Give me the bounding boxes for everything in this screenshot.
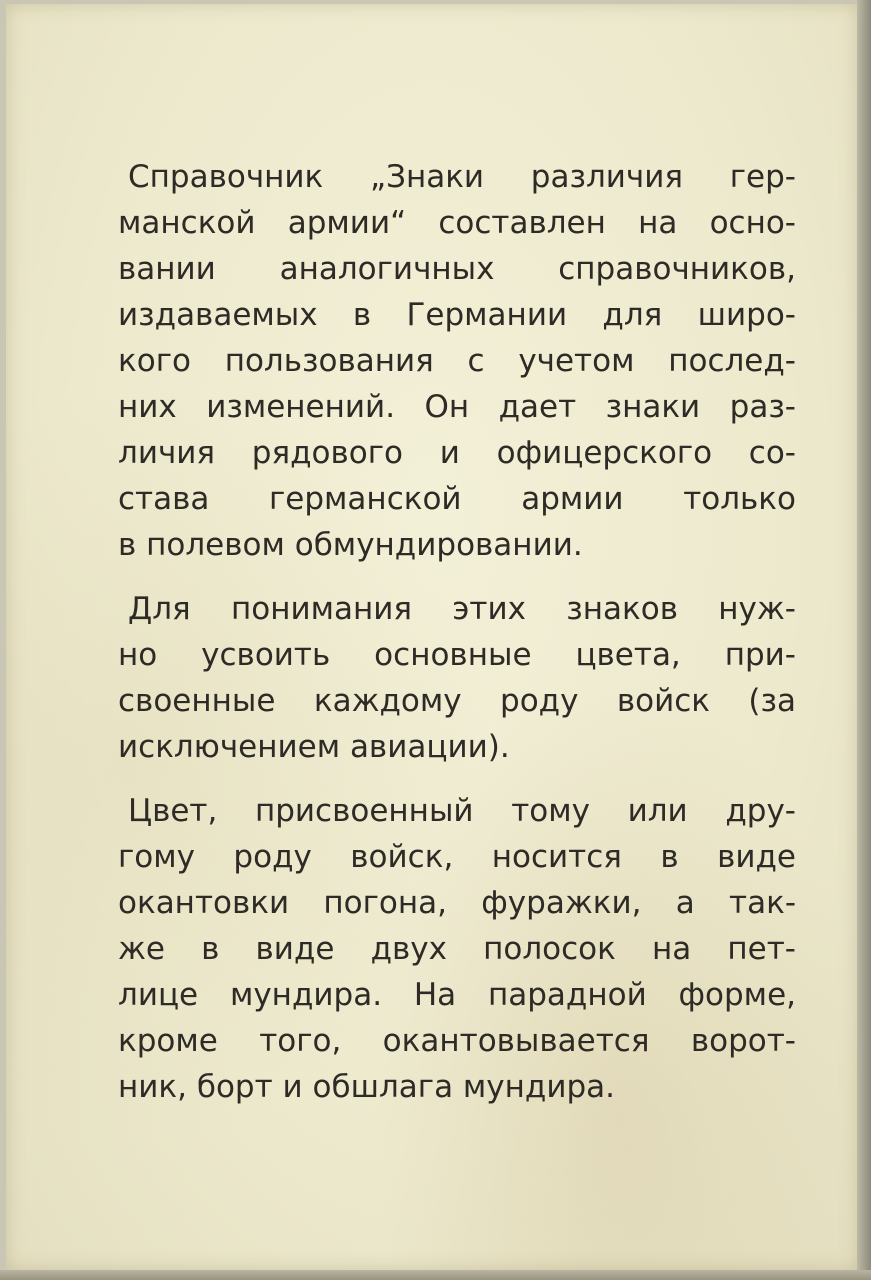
- text-line: них изменений. Он дает знаки раз-: [118, 389, 796, 425]
- text-line: издаваемых в Германии для широ-: [118, 297, 796, 333]
- text-line: же в виде двух полосок на пет-: [118, 931, 796, 967]
- text-line: в полевом обмундировании.: [118, 527, 583, 563]
- text-line: личия рядового и офицерского со-: [118, 435, 796, 471]
- text-line: но усвоить основные цвета, при-: [118, 637, 796, 673]
- text-line: лице мундира. На парадной форме,: [118, 977, 796, 1013]
- body-text: [118, 154, 796, 1128]
- paragraph-2: [118, 586, 796, 770]
- text-line: вании аналогичных справочников,: [118, 251, 796, 287]
- paper-sheet: [6, 4, 858, 1270]
- text-line: Для понимания этих знаков нуж-: [128, 591, 796, 627]
- text-line: кроме того, окантовывается ворот-: [118, 1023, 796, 1059]
- paragraph-3: [118, 788, 796, 1110]
- page-edge-bottom: [0, 1270, 871, 1280]
- text-line: своенные каждому роду войск (за: [118, 683, 796, 719]
- text-line: Цвет, присвоенный тому или дру-: [128, 793, 796, 829]
- text-line: кого пользования с учетом послед-: [118, 343, 796, 379]
- text-line: става германской армии только: [118, 481, 796, 517]
- text-line: ник, борт и обшлага мундира.: [118, 1069, 616, 1105]
- text-line: гому роду войск, носится в виде: [118, 839, 796, 875]
- text-line: исключением авиации).: [118, 729, 510, 765]
- text-line: Справочник „Знаки различия гер-: [128, 159, 796, 195]
- text-line: манской армии“ составлен на осно-: [118, 205, 796, 241]
- page-edge-right: [857, 0, 871, 1280]
- paragraph-1: [118, 154, 796, 568]
- text-line: окантовки погона, фуражки, а так-: [118, 885, 796, 921]
